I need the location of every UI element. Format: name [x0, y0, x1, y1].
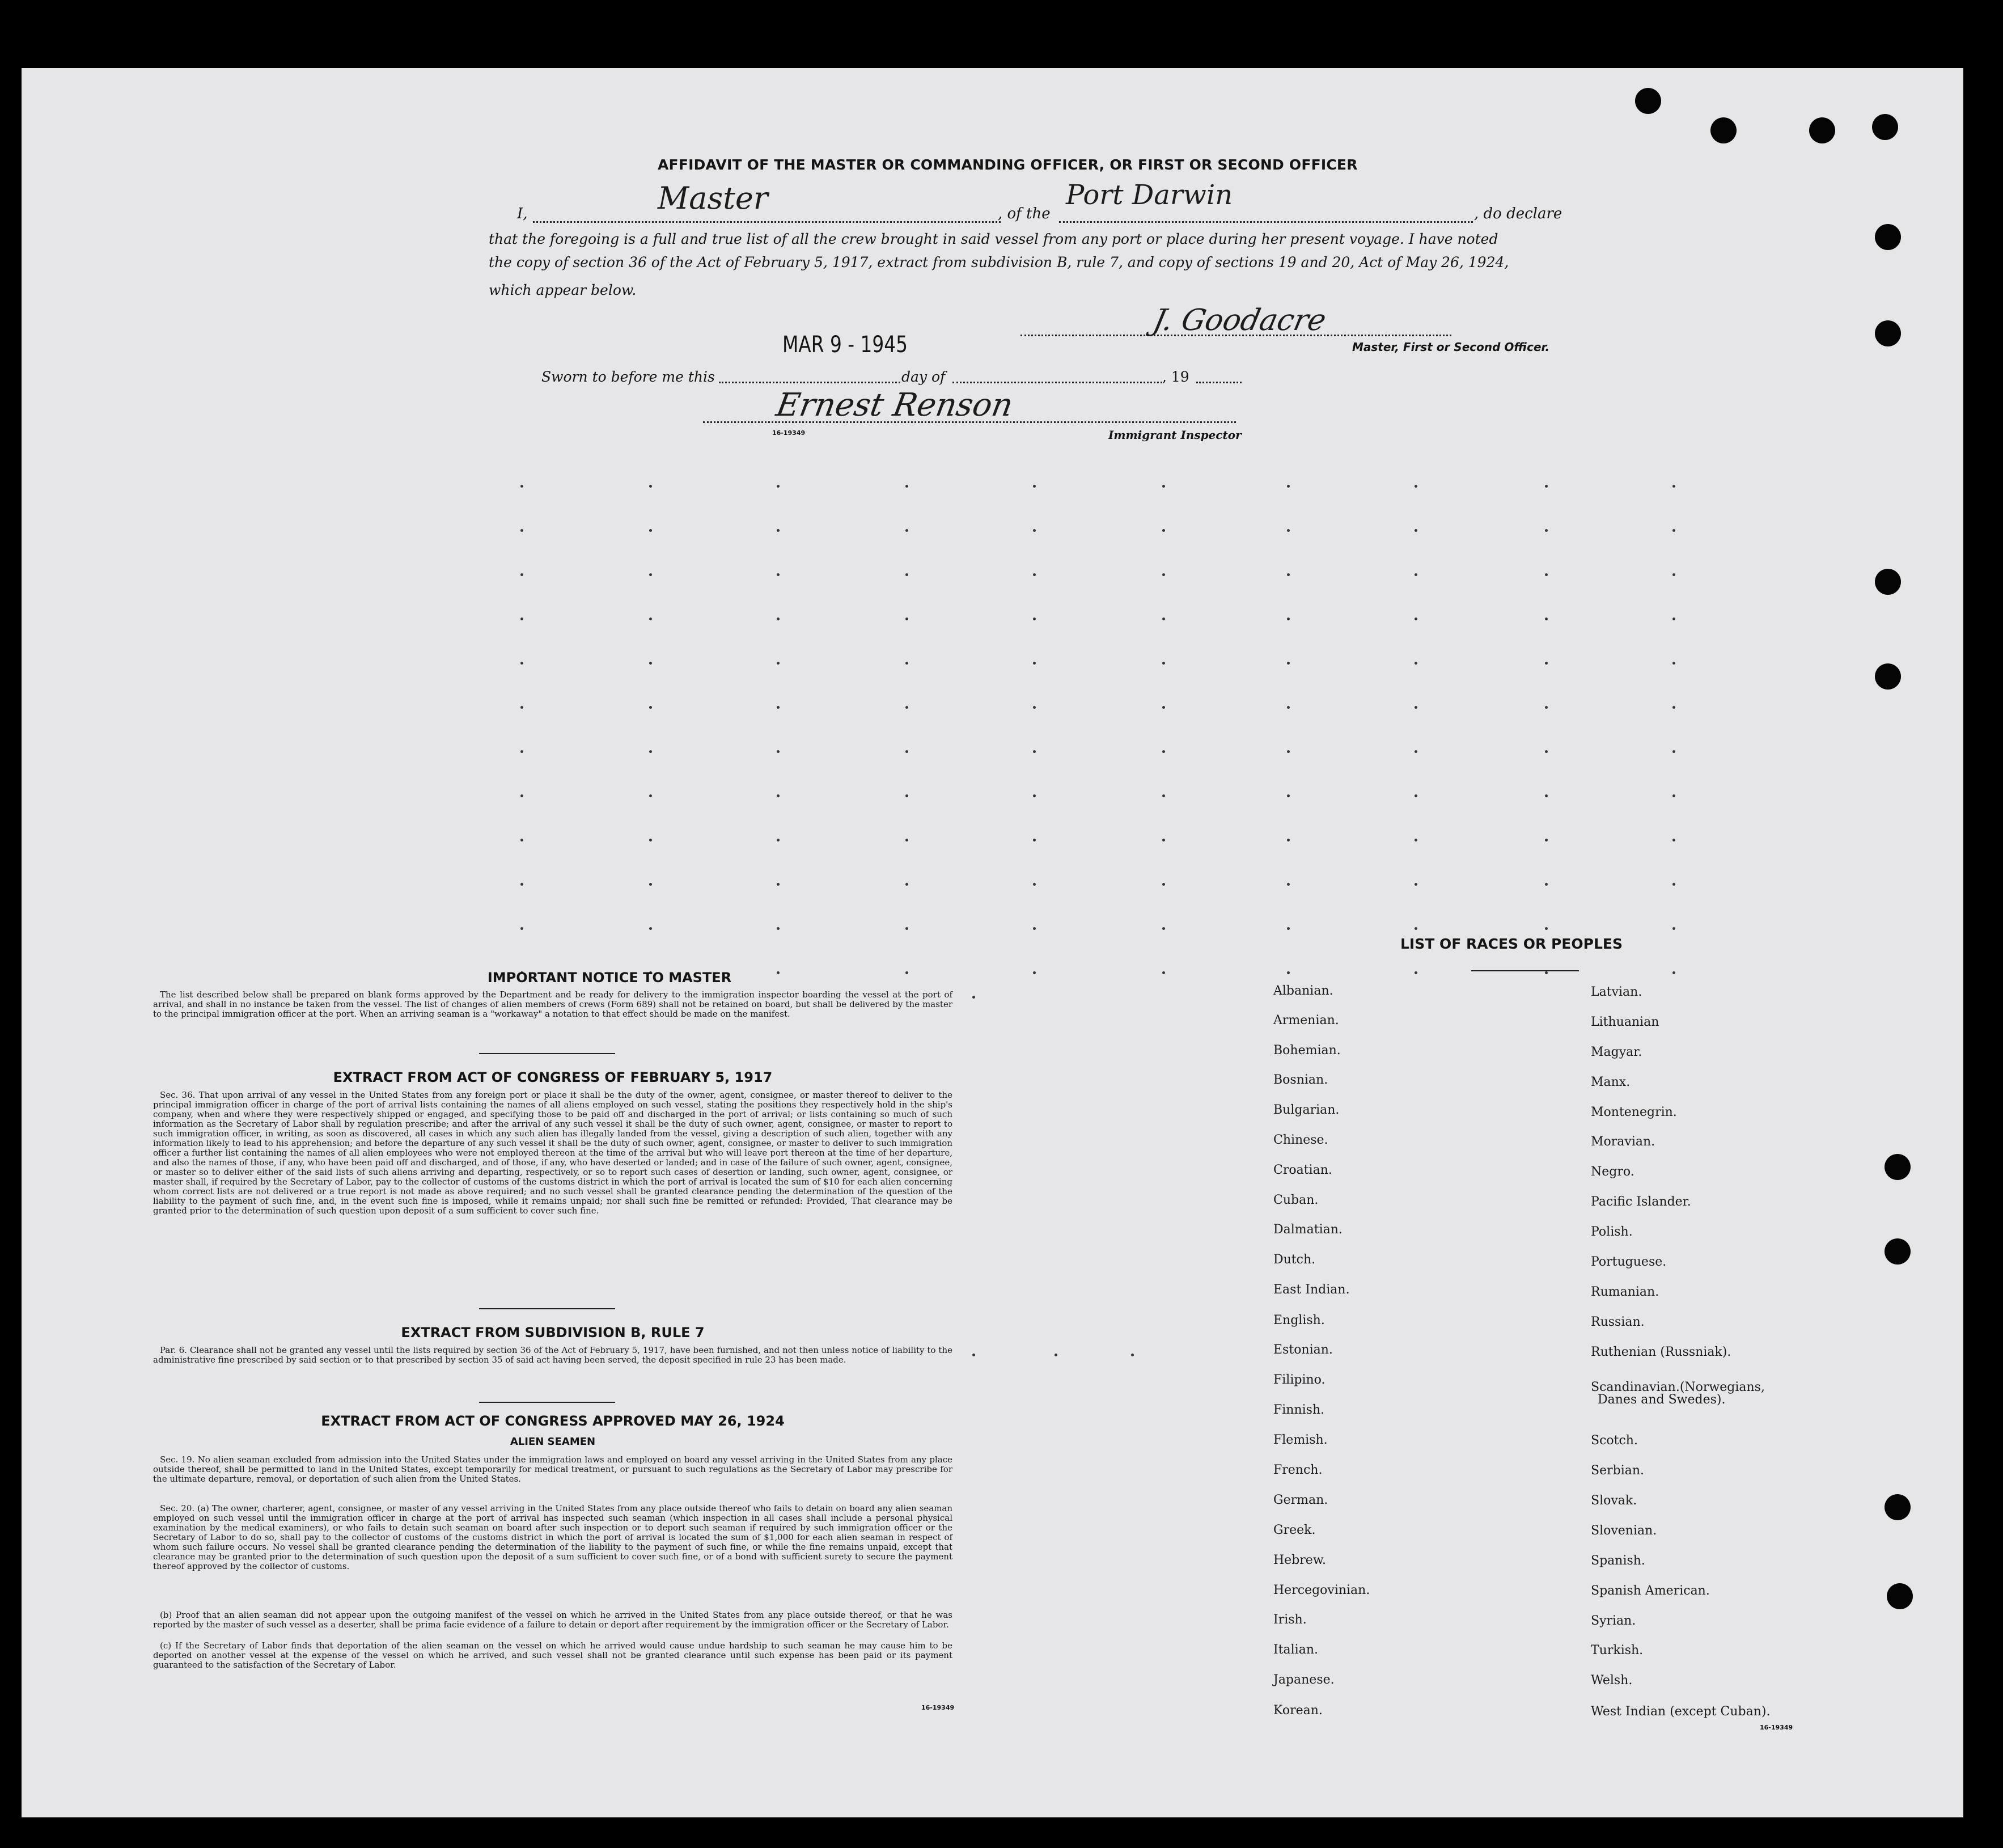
race-item: Latvian.	[1591, 985, 1642, 999]
guide-dot	[520, 883, 523, 886]
guide-dot	[1287, 794, 1290, 797]
race-item: Korean.	[1273, 1703, 1323, 1718]
guide-dot	[1033, 529, 1036, 532]
extract-1924-sec20a: Sec. 20. (a) The owner, charterer, agent, consignee, or master of any vessel arriving in the United States from any place outside thereof who fails to detain on board any alien seaman employed on such vessel until the immigration officer in charge at the port of arrival has inspected such seaman (which inspection in all cases shall include a personal physical examination by the medical examiners), or who fails to detain such seaman on board after such inspection or to deport such seaman if required by such immigration officer or the Secretary of Labor to do so, shall pay to the collector of customs of the customs district in which the port of arrival is located the sum of $1,000 for each alien seaman in respect of whom such failure occurs. No vessel shall be granted clearance pending the determination of the liability to the payment of such fine, or while the fine remains unpaid, except that clearance may be granted prior to the determination of such question upon the deposit of a sum sufficient to cover such fine, or of a bond with sufficient surety to secure the payment thereof approved by the collector of customs.	[153, 1503, 952, 1571]
race-item: Scotch.	[1591, 1433, 1638, 1448]
guide-dot	[1672, 573, 1675, 576]
guide-dot	[1287, 750, 1290, 753]
guide-dot	[905, 839, 908, 841]
guide-dot	[1162, 706, 1165, 709]
guide-dot	[1545, 573, 1548, 576]
guide-dot	[1415, 706, 1417, 709]
subdivision-b-text: Par. 6. Clearance shall not be granted any vessel until the lists required by section 36 of the Act of February 5, 1917, have been furnished, and not then unless notice of liability to the administrative fine prescribed by said section or to that prescribed by section 35 of said act having been served, the deposit specified in rule 23 has been made.	[153, 1345, 952, 1365]
guide-dot	[520, 794, 523, 797]
guide-dot	[1415, 662, 1417, 665]
race-scandinavian-continued: Danes and Swedes).	[1598, 1393, 1726, 1407]
punch-hole	[1635, 88, 1661, 114]
race-item: Armenian.	[1273, 1013, 1339, 1027]
race-item: Slovak.	[1591, 1494, 1637, 1508]
officer-handwritten: Master	[658, 180, 768, 216]
guide-dot	[520, 529, 523, 532]
race-item: Lithuanian	[1591, 1015, 1659, 1029]
guide-dot	[649, 883, 652, 886]
guide-dot	[1162, 839, 1165, 841]
inspector-signature: Ernest Renson	[773, 387, 1016, 424]
guide-dot	[1672, 706, 1675, 709]
race-item: Chinese.	[1273, 1133, 1328, 1147]
guide-dot	[1672, 485, 1675, 488]
guide-dot	[777, 750, 780, 753]
race-item: Estonian.	[1273, 1343, 1333, 1357]
race-item: English.	[1273, 1313, 1325, 1327]
alien-seamen-subtitle: ALIEN SEAMEN	[510, 1436, 596, 1448]
guide-dot	[1415, 529, 1417, 532]
guide-dot	[905, 927, 908, 930]
guide-dot	[905, 662, 908, 665]
guide-dot	[1672, 883, 1675, 886]
race-item: Serbian.	[1591, 1464, 1645, 1478]
punch-hole	[1887, 1583, 1913, 1609]
guide-dot	[520, 927, 523, 930]
race-item: West Indian (except Cuban).	[1591, 1705, 1771, 1719]
race-item: Moravian.	[1591, 1135, 1655, 1149]
guide-dot	[1162, 971, 1165, 974]
guide-dot	[649, 750, 652, 753]
guide-dot	[1672, 794, 1675, 797]
guide-dot	[905, 573, 908, 576]
guide-dot	[1415, 618, 1417, 620]
race-item: Welsh.	[1591, 1673, 1633, 1688]
race-item: Italian.	[1273, 1643, 1318, 1657]
affidavit-i: I,	[517, 205, 528, 222]
do-declare-label: , do declare	[1474, 205, 1562, 222]
race-item: Manx.	[1591, 1075, 1631, 1089]
race-item: Irish.	[1273, 1613, 1307, 1627]
extract-1924-sec19: Sec. 19. No alien seaman excluded from admission into the United States under the immigration laws and employed on board any vessel arriving in the United States from any place outside thereof, shall be permitted to land in the United States, except temporarily for medical treatment, or pursuant to such regulations as the Secretary of Labor may prescribe for the ultimate departure, removal, or deportation of such alien from the United States.	[153, 1454, 952, 1484]
guide-dot	[905, 529, 908, 532]
race-item: Montenegrin.	[1591, 1105, 1677, 1119]
guide-dot	[1415, 971, 1417, 974]
race-item: Hercegovinian.	[1273, 1583, 1370, 1597]
divider	[479, 1053, 615, 1054]
left-form-number: 16-19349	[921, 1704, 955, 1711]
guide-dot	[1545, 706, 1548, 709]
guide-dot	[777, 573, 780, 576]
guide-dot	[1287, 706, 1290, 709]
races-title: LIST OF RACES OR PEOPLES	[1400, 936, 1623, 952]
subdivision-b-title: EXTRACT FROM SUBDIVISION B, RULE 7	[401, 1325, 705, 1340]
guide-dot	[1415, 794, 1417, 797]
extract-1917-text: Sec. 36. That upon arrival of any vessel in the United States from any foreign port or place it shall be the duty of the owner, agent, consignee, or master thereof to deliver to the principal immigration officer in charge of the port of arrival lists containing the names of all aliens employed on such vessel, stating the positions they respectively hold in the ship's company, when and where they were respectively shipped or engaged, and specifying those to be paid off and discharged in the port of arrival; or lists containing so much of such information as the Secretary of Labor shall by regulation prescribe; and after the arrival of any such vessel it shall be the duty of such owner, agent, consignee, or master to report to such immigration officer, in writing, as soon as discovered, all cases in which any such alien has illegally landed from the vessel, giving a description of such alien, together with any information likely to lead to his apprehension; and before the departure of any such vessel it shall be the duty of such owner, agent, consignee, or master to deliver to such immigration officer a further list containing the names of all alien employees who were not employed thereon at the time of the arrival but who will leave port thereon at the time of her departure, and also the names of those, if any, who have been paid off and discharged, and of those, if any, who have deserted or landed; and in case of the failure of such owner, agent, consignee, or master so to deliver either of the said lists of such aliens arriving and departing, respectively, or so to report such cases of desertion or landing, such owner, agent, consignee, or master shall, if required by the Secretary of Labor, pay to the collector of customs of the customs district in which the port of arrival is located the sum of $10 for each alien concerning whom correct lists are not delivered or a true report is not made as above required; and no such vessel shall be granted clearance pending the determination of the question of the liability to the payment of such fine, and, in the event such fine is imposed, while it remains unpaid; nor shall such fine be remitted or refunded: Provided, That clearance may be granted prior to the determination of such question upon deposit of a sum sufficient to cover such fine.	[153, 1090, 952, 1216]
race-item: Syrian.	[1591, 1614, 1636, 1628]
race-item: Dutch.	[1273, 1253, 1316, 1267]
race-item: Finnish.	[1273, 1403, 1325, 1417]
guide-dot	[1545, 794, 1548, 797]
race-item: Ruthenian (Russniak).	[1591, 1345, 1731, 1359]
guide-dot	[1033, 794, 1036, 797]
race-item: Pacific Islander.	[1591, 1195, 1691, 1209]
race-item: French.	[1273, 1463, 1323, 1477]
notice-text: The list described below shall be prepared on blank forms approved by the Department and be ready for delivery to the immigration inspector boarding the vessel at the port of arrival, and shall in no instance be taken from the vessel. The list of changes of alien members of crews (Form 689) shall not be retained on board, but shall be delivered by the master to the principal immigration officer at the port. When an arriving seaman is a "workaway" a notation to that effect should be made on the manifest.	[153, 989, 952, 1019]
guide-dot	[1162, 794, 1165, 797]
punch-hole	[1885, 1238, 1911, 1265]
guide-dot	[1545, 750, 1548, 753]
guide-dot	[1287, 839, 1290, 841]
affidavit-body-line2: the copy of section 36 of the Act of February 5, 1917, extract from subdivision B, rule 7, and copy of sections 19 and 20, Act of May 26, 1924,	[489, 254, 1509, 270]
guide-dot	[905, 883, 908, 886]
sworn-month-line	[952, 382, 1162, 383]
guide-dot	[1672, 971, 1675, 974]
guide-dot	[520, 618, 523, 620]
divider	[479, 1402, 615, 1403]
race-item: Slovenian.	[1591, 1524, 1657, 1538]
notice-title: IMPORTANT NOTICE TO MASTER	[487, 970, 732, 986]
guide-dot	[777, 706, 780, 709]
race-item: Japanese.	[1273, 1673, 1335, 1687]
race-item: Albanian.	[1273, 984, 1333, 998]
inspector-form-number: 16-19349	[772, 429, 806, 437]
race-item: Dalmatian.	[1273, 1223, 1343, 1237]
punch-hole	[1885, 1154, 1911, 1180]
guide-dot	[905, 794, 908, 797]
guide-dot	[1162, 618, 1165, 620]
race-item: Negro.	[1591, 1165, 1634, 1179]
race-item: Turkish.	[1591, 1643, 1644, 1657]
sworn-prefix: Sworn to before me this	[541, 369, 715, 385]
guide-dot	[649, 485, 652, 488]
guide-dot	[1162, 883, 1165, 886]
guide-dot	[1672, 927, 1675, 930]
guide-dot	[520, 750, 523, 753]
officer-line	[533, 221, 1001, 223]
guide-dot	[1672, 618, 1675, 620]
guide-dot	[1033, 618, 1036, 620]
master-caption: Master, First or Second Officer.	[1352, 340, 1550, 354]
guide-dot	[1287, 485, 1290, 488]
divider	[1471, 970, 1579, 971]
guide-dot	[1162, 927, 1165, 930]
race-item: Bosnian.	[1273, 1073, 1328, 1087]
guide-dot	[1033, 662, 1036, 665]
guide-dot	[1415, 927, 1417, 930]
race-item: Greek.	[1273, 1523, 1316, 1537]
guide-dot	[1033, 706, 1036, 709]
guide-dot	[905, 618, 908, 620]
guide-dot	[1287, 573, 1290, 576]
guide-dot	[1055, 1354, 1057, 1356]
punch-hole	[1875, 224, 1901, 250]
guide-dot	[1033, 883, 1036, 886]
race-item: Spanish American.	[1591, 1584, 1710, 1598]
date-stamp: MAR 9 - 1945	[782, 332, 908, 358]
punch-hole	[1875, 569, 1901, 595]
punch-hole	[1885, 1494, 1911, 1520]
guide-dot	[1415, 573, 1417, 576]
punch-hole	[1710, 117, 1737, 143]
sworn-year-line	[1196, 382, 1242, 383]
guide-dot	[1672, 662, 1675, 665]
guide-dot	[1545, 485, 1548, 488]
guide-dot	[1545, 839, 1548, 841]
guide-dot	[520, 573, 523, 576]
inspector-caption: Immigrant Inspector	[1108, 428, 1242, 442]
affidavit-body-line3: which appear below.	[489, 282, 637, 298]
race-item: Bulgarian.	[1273, 1103, 1340, 1117]
guide-dot	[1131, 1354, 1134, 1356]
guide-dot	[520, 485, 523, 488]
guide-dot	[520, 839, 523, 841]
guide-dot	[649, 839, 652, 841]
extract-1917-title: EXTRACT FROM ACT OF CONGRESS OF FEBRUARY 5, 1917	[333, 1069, 773, 1085]
guide-dot	[777, 883, 780, 886]
punch-hole	[1875, 320, 1901, 346]
punch-hole	[1875, 663, 1901, 690]
guide-dot	[905, 750, 908, 753]
punch-hole	[1872, 114, 1898, 140]
guide-dot	[1033, 573, 1036, 576]
guide-dot	[1287, 529, 1290, 532]
guide-dot	[777, 662, 780, 665]
sworn-day-label: day of	[901, 369, 946, 385]
vessel-handwritten: Port Darwin	[1066, 179, 1233, 211]
guide-dot	[1287, 662, 1290, 665]
guide-dot	[777, 485, 780, 488]
guide-dot	[1545, 529, 1548, 532]
guide-dot	[1545, 927, 1548, 930]
divider	[479, 1308, 615, 1309]
guide-dot	[649, 618, 652, 620]
guide-dot	[972, 996, 975, 999]
right-form-number: 16-19349	[1760, 1724, 1793, 1731]
vessel-line	[1059, 221, 1473, 223]
guide-dot	[1545, 883, 1548, 886]
race-item: Bohemian.	[1273, 1043, 1341, 1058]
race-item: Croatian.	[1273, 1163, 1332, 1177]
guide-dot	[1415, 883, 1417, 886]
race-item: Polish.	[1591, 1225, 1633, 1239]
guide-dot	[1162, 662, 1165, 665]
guide-dot	[1672, 839, 1675, 841]
guide-dot	[777, 839, 780, 841]
guide-dot	[649, 529, 652, 532]
race-item: Russian.	[1591, 1315, 1645, 1329]
race-item: Hebrew.	[1273, 1553, 1327, 1567]
guide-dot	[1415, 485, 1417, 488]
race-item: Portuguese.	[1591, 1255, 1667, 1269]
master-signature: J. Goodacre	[1150, 303, 1329, 337]
race-item: Scandinavian.(Norwegians,	[1591, 1380, 1765, 1394]
guide-dot	[1415, 839, 1417, 841]
guide-dot	[1162, 485, 1165, 488]
guide-dot	[1033, 839, 1036, 841]
extract-1924-title: EXTRACT FROM ACT OF CONGRESS APPROVED MAY 26, 1924	[321, 1413, 785, 1429]
of-the-label: , of the	[998, 205, 1051, 222]
guide-dot	[520, 706, 523, 709]
guide-dot	[1162, 750, 1165, 753]
race-item: Cuban.	[1273, 1193, 1319, 1207]
guide-dot	[649, 573, 652, 576]
guide-dot	[972, 1354, 975, 1356]
race-item: Filipino.	[1273, 1373, 1326, 1387]
extract-1924-sec20b: (b) Proof that an alien seaman did not appear upon the outgoing manifest of the vessel on which he arrived in the United States from any place outside thereof, or that he was reported by the master of such vessel as a deserter, shall be prima facie evidence of a failure to detain or deport after requirement by the immigration officer or the Secretary of Labor.	[153, 1610, 952, 1630]
race-item: East Indian.	[1273, 1283, 1350, 1297]
guide-dot	[777, 794, 780, 797]
sworn-day-line	[719, 382, 900, 383]
guide-dot	[1033, 485, 1036, 488]
race-item: German.	[1273, 1493, 1328, 1507]
guide-dot	[520, 662, 523, 665]
guide-dot	[1033, 927, 1036, 930]
guide-dot	[1672, 750, 1675, 753]
guide-dot	[1287, 618, 1290, 620]
guide-dot	[649, 706, 652, 709]
guide-dot	[649, 927, 652, 930]
guide-dot	[649, 794, 652, 797]
guide-dot	[1545, 618, 1548, 620]
affidavit-title: AFFIDAVIT OF THE MASTER OR COMMANDING OFFICER, OR FIRST OR SECOND OFFICER	[658, 157, 1358, 173]
guide-dot	[1415, 750, 1417, 753]
race-item: Magyar.	[1591, 1045, 1642, 1059]
affidavit-body-line1: that the foregoing is a full and true list of all the crew brought in said vessel from any port or place during her present voyage. I have noted	[489, 231, 1498, 247]
guide-dot	[905, 706, 908, 709]
guide-dot	[1287, 971, 1290, 974]
guide-dot	[905, 485, 908, 488]
guide-dot	[1287, 927, 1290, 930]
guide-dot	[1162, 573, 1165, 576]
guide-dot	[1545, 971, 1548, 974]
race-item: Spanish.	[1591, 1554, 1645, 1568]
guide-dot	[777, 927, 780, 930]
sworn-year-label: , 19	[1162, 369, 1189, 385]
guide-dot	[1545, 662, 1548, 665]
guide-dot	[649, 662, 652, 665]
guide-dot	[777, 618, 780, 620]
extract-1924-sec20c: (c) If the Secretary of Labor finds that deportation of the alien seaman on the vessel on which he arrived would cause undue hardship to such seaman he may cause him to be deported on another vessel at the expense of the vessel on which he arrived, and such vessel shall not be granted clearance until such expense has been paid or its payment guaranteed to the satisfaction of the Secretary of Labor.	[153, 1640, 952, 1670]
race-item: Flemish.	[1273, 1433, 1328, 1447]
guide-dot	[777, 529, 780, 532]
race-item: Rumanian.	[1591, 1285, 1659, 1299]
guide-dot	[1287, 883, 1290, 886]
guide-dot	[1162, 529, 1165, 532]
guide-dot	[1672, 529, 1675, 532]
punch-hole	[1809, 117, 1835, 143]
guide-dot	[1033, 750, 1036, 753]
